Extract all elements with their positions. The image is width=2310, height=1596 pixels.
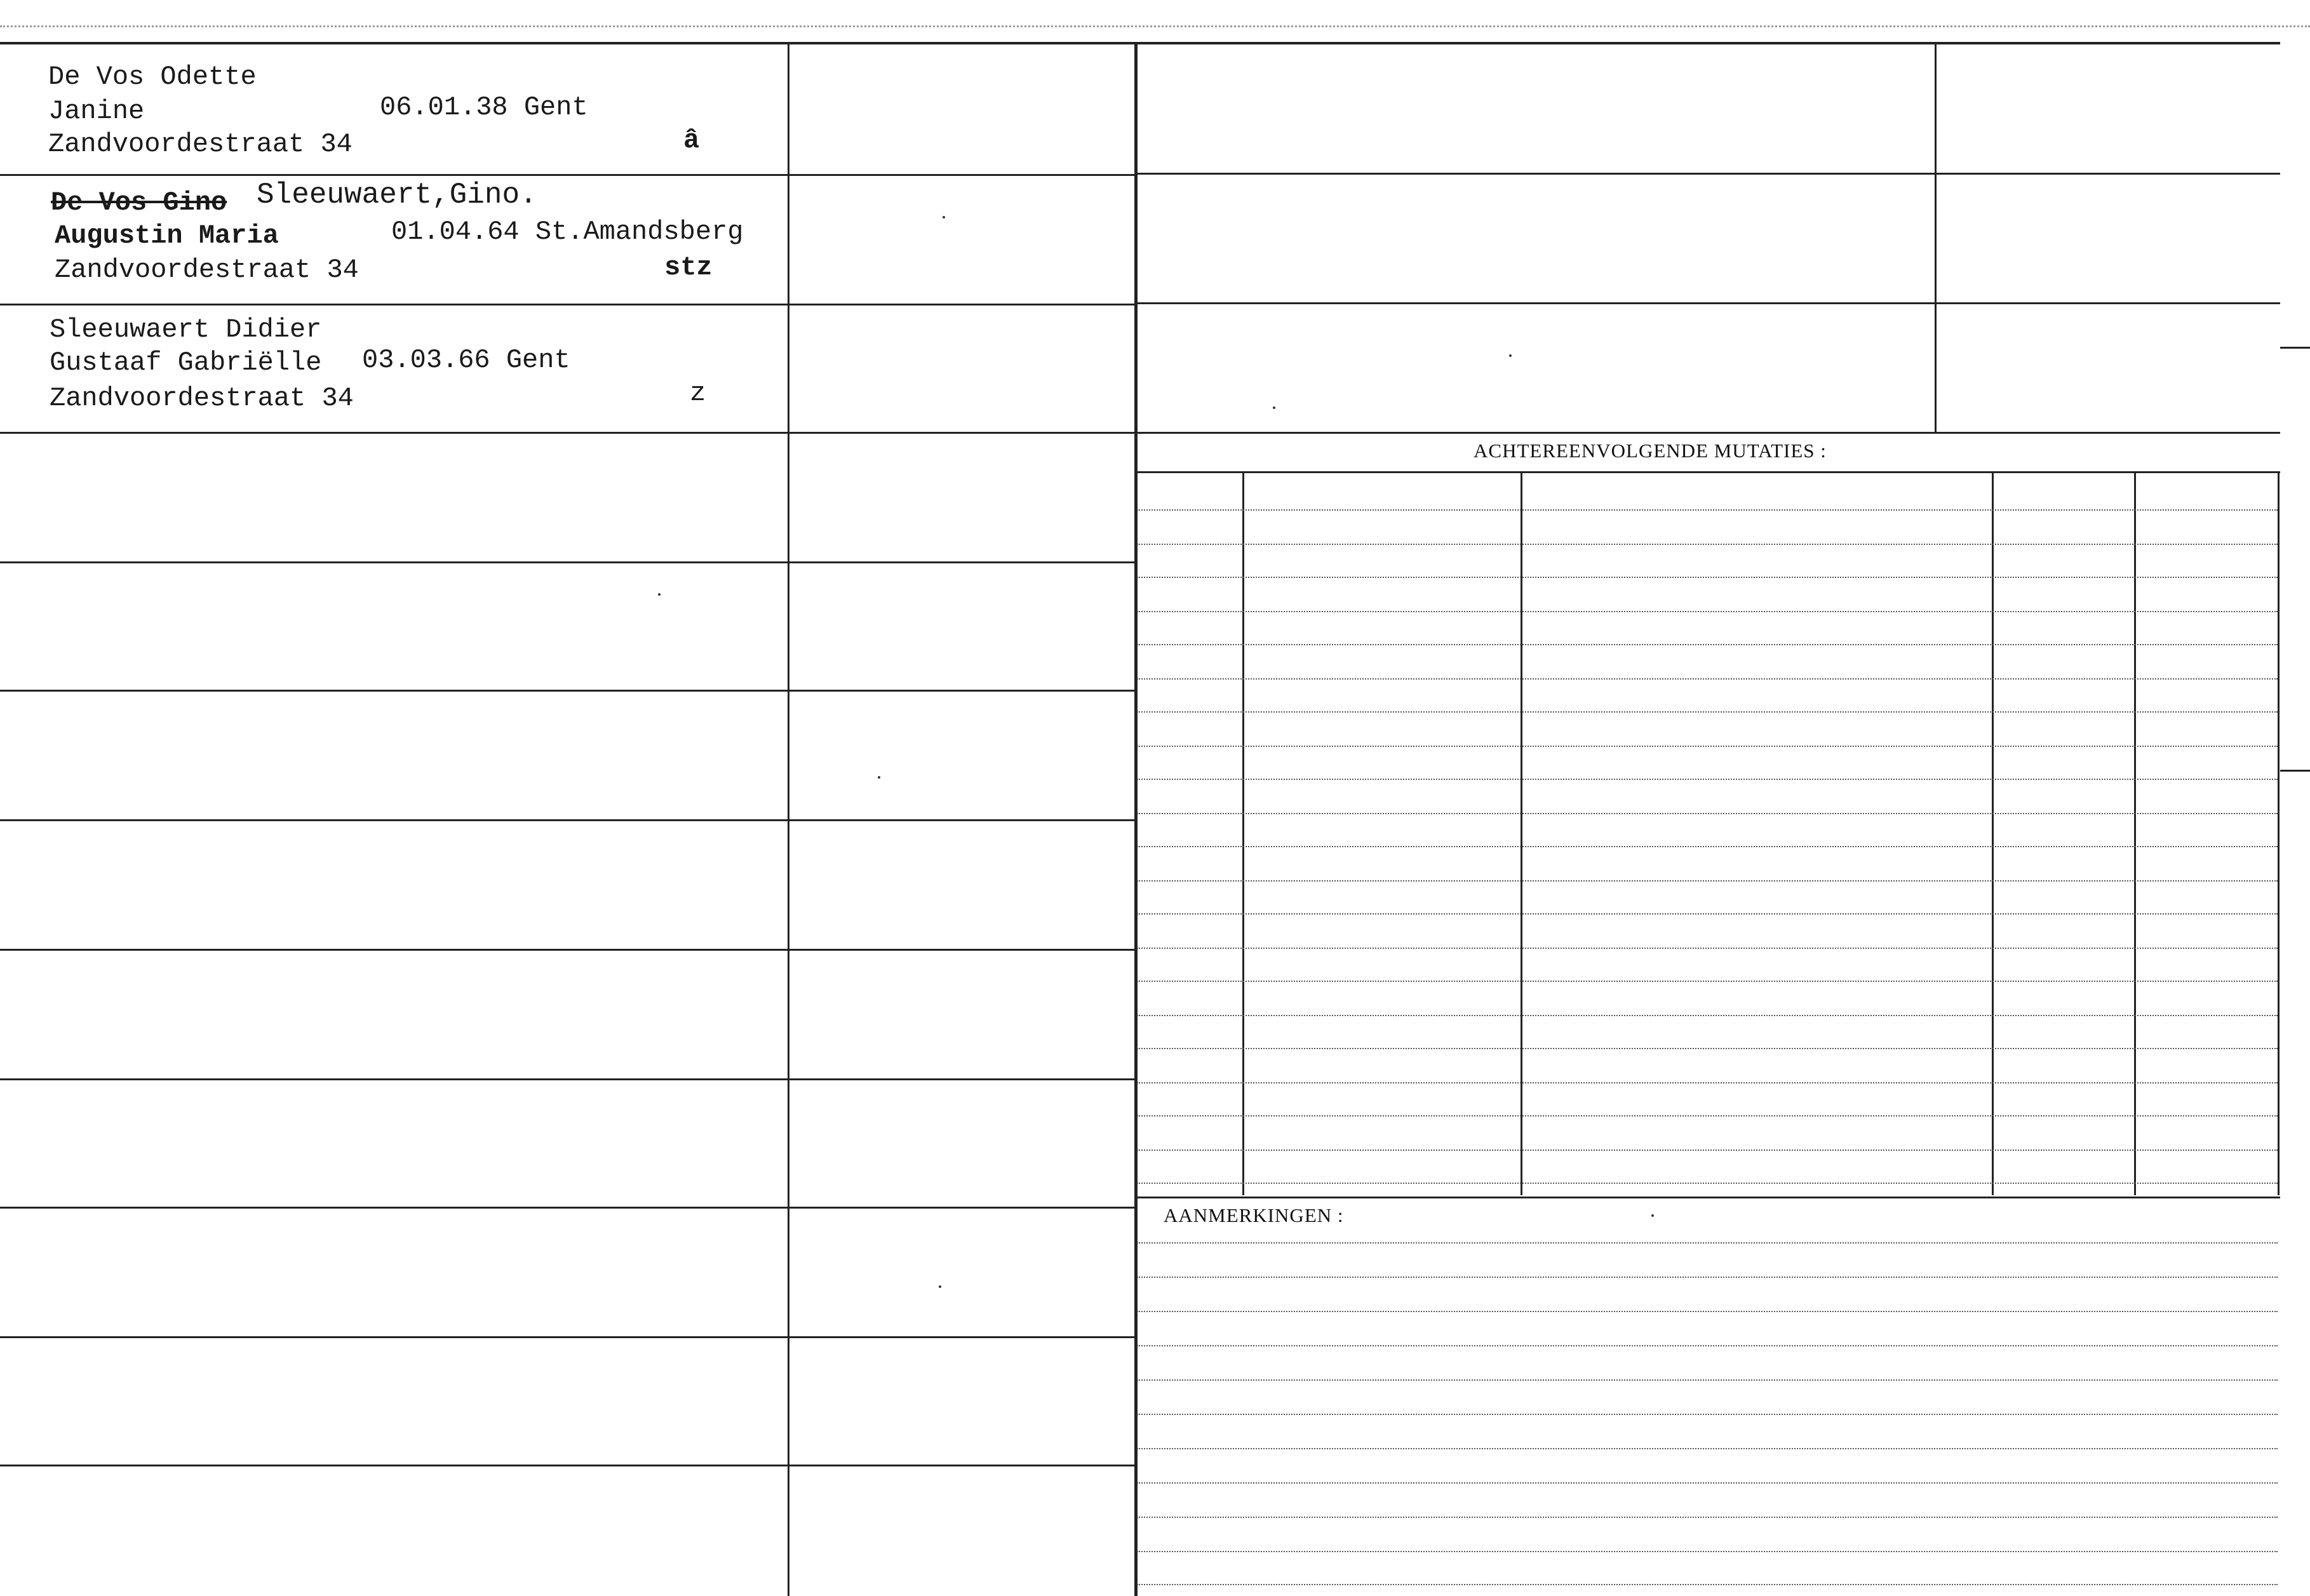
row-line	[0, 819, 1134, 821]
right-row-line	[1134, 302, 2280, 304]
entry-1-birth: 06.01.38 Gent	[380, 92, 588, 123]
row-line	[0, 174, 1134, 176]
aanmerkingen-row	[1137, 1242, 2278, 1244]
entry-1-name: De Vos Odette	[48, 62, 257, 92]
center-divider	[1134, 44, 1138, 1596]
mutaties-row	[1137, 577, 2278, 578]
row-line	[0, 432, 1134, 434]
aanmerkingen-row	[1137, 1448, 2278, 1449]
row-line	[0, 1465, 1134, 1466]
mutaties-row	[1137, 880, 2278, 882]
speck	[1651, 1214, 1654, 1217]
mutaties-col	[1521, 471, 1522, 1195]
mutaties-title: ACHTEREENVOLGENDE MUTATIES :	[1474, 439, 1827, 462]
edge-tick	[2280, 770, 2310, 772]
mutaties-col	[2278, 471, 2280, 1195]
entry-2-birth: 01.04.64 St.Amandsberg	[391, 217, 744, 247]
speck	[1509, 354, 1512, 357]
entry-2-struck-name: De Vos Gino	[51, 187, 227, 218]
mutaties-row	[1137, 1082, 2278, 1083]
mutaties-row	[1137, 611, 2278, 612]
entry-1-address: Zandvoordestraat 34	[48, 129, 353, 159]
aanmerkingen-row	[1137, 1379, 2278, 1381]
entry-3-given-names: Gustaaf Gabriëlle	[50, 347, 322, 378]
mutaties-row	[1137, 981, 2278, 982]
entry-2-mark: stz	[664, 252, 713, 283]
mutaties-col	[1992, 471, 1994, 1195]
mutaties-row	[1137, 711, 2278, 713]
mutaties-row	[1137, 846, 2278, 847]
aanmerkingen-row	[1137, 1551, 2278, 1552]
row-line	[0, 1207, 1134, 1209]
row-line	[0, 304, 1134, 305]
mutaties-row	[1137, 1048, 2278, 1049]
aanmerkingen-row	[1137, 1482, 2278, 1484]
aanmerkingen-row	[1137, 1277, 2278, 1278]
row-line	[0, 690, 1134, 692]
speck	[1273, 406, 1275, 409]
right-top-divider	[1935, 44, 1937, 433]
mutaties-row	[1137, 644, 2278, 645]
row-line	[0, 949, 1134, 951]
mutaties-row	[1137, 1115, 2278, 1117]
mutaties-row	[1137, 1150, 2278, 1151]
aanmerkingen-row	[1137, 1311, 2278, 1312]
entry-1-given-names: Janine	[48, 96, 145, 126]
edge-tick	[2280, 347, 2310, 349]
speck	[943, 216, 945, 218]
aanmerkingen-line	[1134, 1197, 2280, 1198]
entry-3-mark: z	[690, 378, 706, 408]
top-border	[0, 42, 2280, 44]
aanmerkingen-row	[1137, 1517, 2278, 1518]
entry-3-name: Sleeuwaert Didier	[50, 314, 322, 345]
entry-3-birth: 03.03.66 Gent	[362, 345, 570, 375]
mutaties-row	[1137, 746, 2278, 747]
aanmerkingen-row	[1137, 1584, 2278, 1585]
mutaties-row	[1137, 544, 2278, 545]
speck	[878, 776, 880, 779]
aanmerkingen-title: AANMERKINGEN :	[1164, 1204, 1344, 1226]
right-row-line	[1134, 432, 2280, 434]
entry-3-address: Zandvoordestraat 34	[50, 383, 354, 413]
aanmerkingen-row	[1137, 1414, 2278, 1415]
mutaties-row	[1137, 813, 2278, 814]
row-line	[0, 1078, 1134, 1080]
entry-2-address: Zandvoordestraat 34	[55, 255, 359, 285]
aanmerkingen-row	[1137, 1345, 2278, 1346]
mutaties-header-line	[1134, 471, 2280, 473]
mutaties-col	[1242, 471, 1244, 1195]
entry-1-mark: â	[683, 125, 700, 156]
mutaties-row	[1137, 1015, 2278, 1016]
mutaties-row	[1137, 913, 2278, 915]
mutaties-row	[1137, 678, 2278, 680]
mutaties-row	[1137, 948, 2278, 949]
entry-2-new-name: Sleeuwaert,Gino.	[257, 178, 537, 211]
mutaties-row	[1137, 509, 2278, 511]
right-row-line	[1134, 173, 2280, 175]
row-line	[0, 1336, 1134, 1338]
mutaties-row	[1137, 1183, 2278, 1184]
speck	[939, 1285, 941, 1288]
mutaties-row	[1137, 779, 2278, 780]
entry-2-given-names: Augustin Maria	[55, 220, 279, 251]
torn-edge	[0, 13, 2310, 27]
mutaties-col	[2134, 471, 2136, 1195]
speck	[658, 593, 661, 596]
row-line	[0, 561, 1134, 563]
